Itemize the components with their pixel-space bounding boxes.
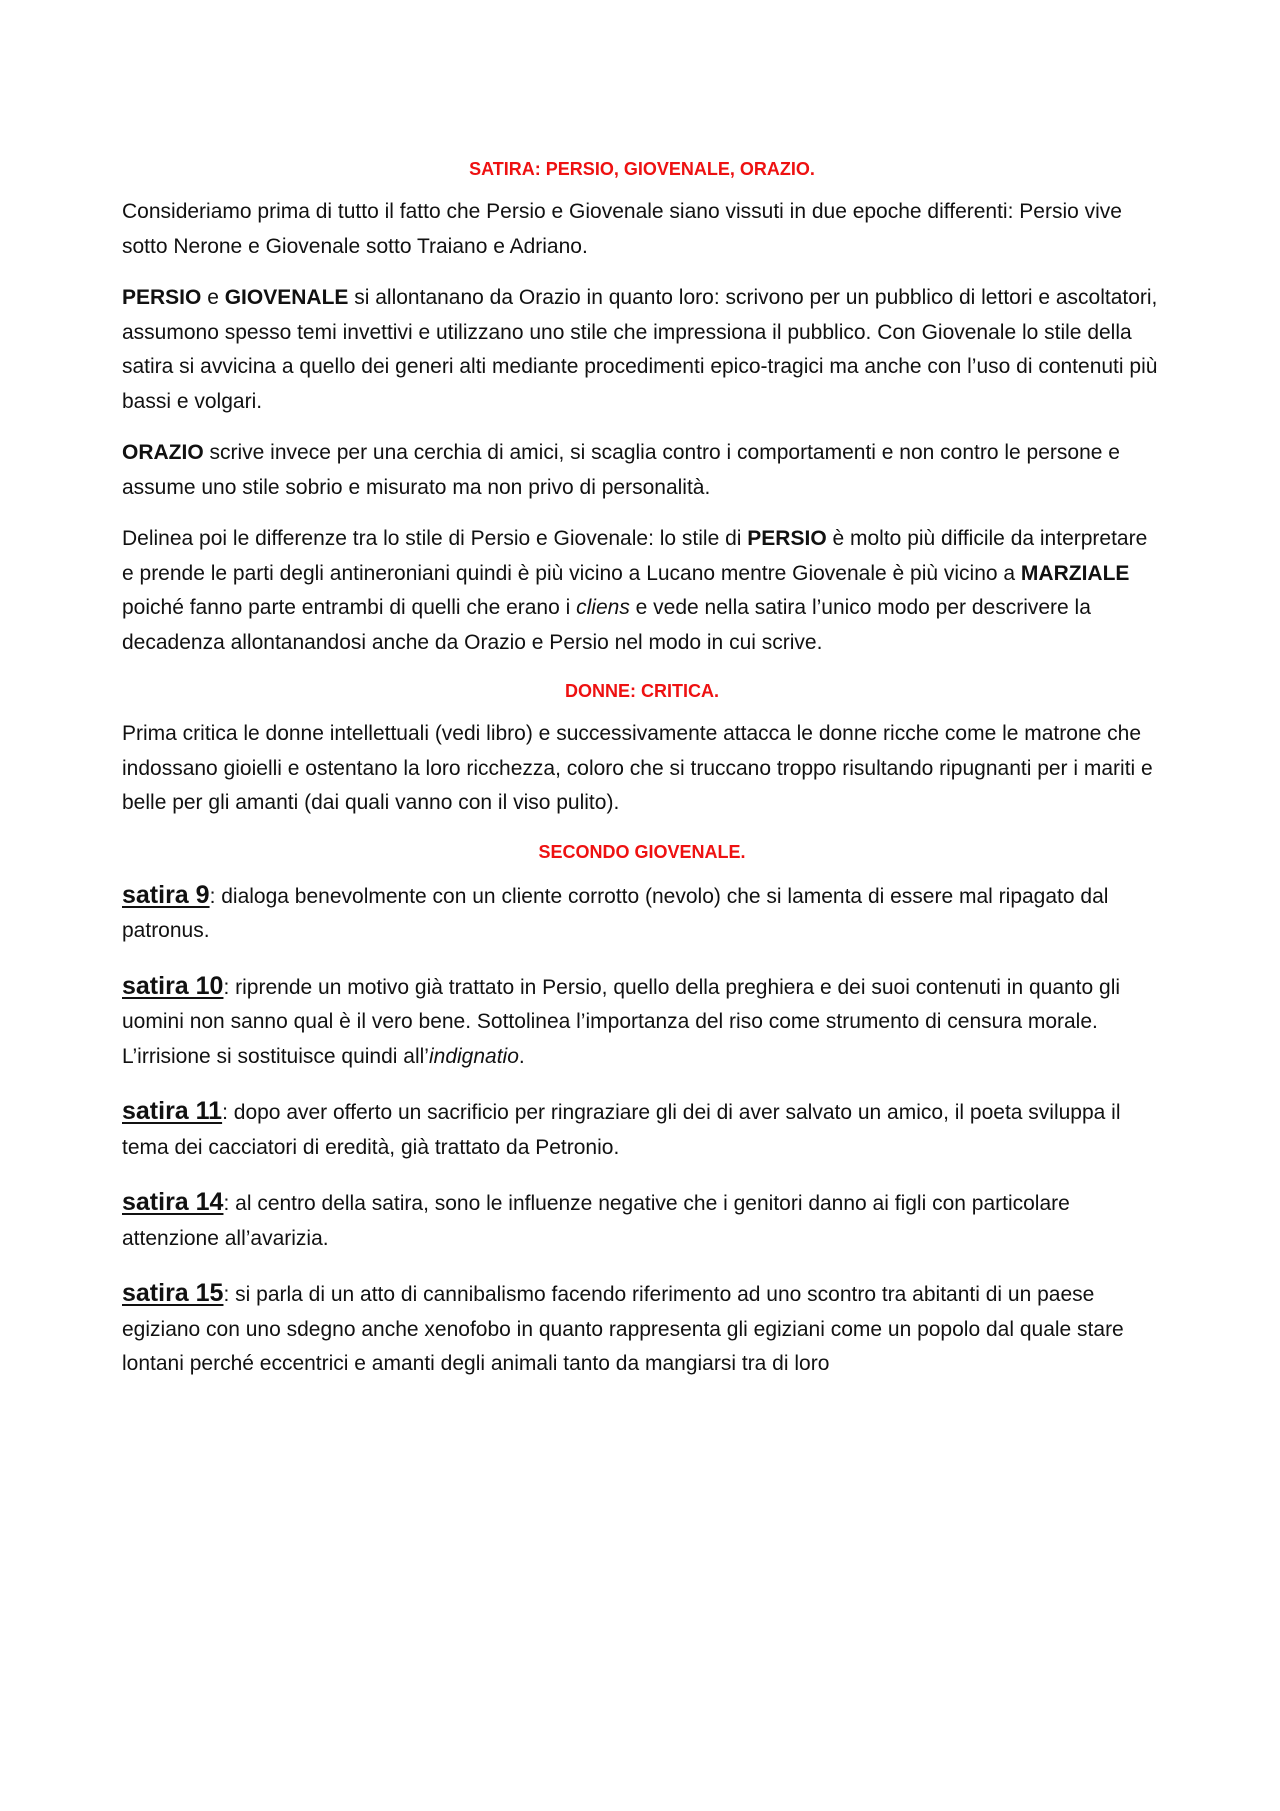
italic-cliens: cliens — [576, 596, 630, 619]
paragraph-donne: Prima critica le donne intellettuali (vedi libro) e successivamente attacca le donne ricche come le matrone che indossano gioielli e ostentano la loro ricchezza, coloro che si truccano troppo risultando ripugnanti per i mariti e belle per gli amanti (dai quali vanno con il viso pulito). — [122, 722, 1153, 814]
paragraph-satira-11 — [122, 1094, 1162, 1165]
text-span: e — [201, 286, 225, 309]
text-span: : si parla di un atto di cannibalismo facendo riferimento ad uno scontro tra abitanti di un paese egiziano con uno sdegno anche xenofobo in quanto rappresenta gli egiziani come un popolo dal quale stare lontani perché eccentrici e amanti degli animali tanto da mangiarsi tra di loro — [122, 1283, 1124, 1375]
text-span: : dialoga benevolmente con un cliente corrotto (nevolo) che si lamenta di essere mal ripagato dal patronus. — [122, 884, 1109, 942]
paragraph-persio-giovenale — [122, 281, 1162, 419]
heading-donne: DONNE: CRITICA. — [565, 681, 719, 701]
text-span: poiché fanno parte entrambi di quelli che erano i — [122, 596, 577, 619]
text-span: : riprende un motivo già trattato in Persio, quello della preghiera e dei suoi contenuti in quanto gli uomini non sanno qual è il vero bene. Sottolinea l’importanza del riso come strumento di censura morale. L’irrisione si sostituisce quindi all’ — [122, 975, 1121, 1068]
bold-orazio: ORAZIO — [122, 441, 204, 464]
document-page — [122, 155, 1162, 1402]
text-span: e vede nella satira l’unico modo per descrivere la decadenza allontanandosi anche da Orazio e Persio nel modo in cui scrive. — [122, 596, 1091, 654]
paragraph-satira-14 — [122, 1185, 1162, 1256]
paragraph-satira-9 — [122, 878, 1162, 949]
heading-secondo-giovenale: SECONDO GIOVENALE. — [538, 841, 746, 862]
satira-label: satira 11 — [122, 1097, 223, 1125]
satira-label: satira 14 — [122, 1188, 224, 1216]
satira-label: satira 10 — [122, 971, 224, 1000]
satira-label: satira 9 — [122, 880, 210, 909]
text-span: . — [518, 1044, 525, 1068]
paragraph-satira-15 — [122, 1276, 1162, 1382]
heading-satira: SATIRA: PERSIO, GIOVENALE, ORAZIO. — [469, 159, 815, 179]
bold-giovenale: GIOVENALE — [224, 286, 349, 309]
text-span: : al centro della satira, sono le influenze negative che i genitori danno ai figli con particolare attenzione all’avarizia. — [122, 1192, 1070, 1250]
paragraph-satira-10 — [122, 969, 1162, 1075]
bold-persio: PERSIO — [747, 527, 827, 550]
text-span: è molto più difficile da interpretare e prende le parti degli antineroniani quindi è più vicino a Lucano mentre Giovenale è più vicino a — [122, 527, 1148, 585]
paragraph-epoche: Consideriamo prima di tutto il fatto che Persio e Giovenale siano vissuti in due epoche differenti: Persio vive sotto Nerone e Giovenale sotto Traiano e Adriano. — [122, 200, 1122, 258]
bold-marziale: MARZIALE — [1020, 561, 1130, 585]
text-span: si allontanano da Orazio in quanto loro: scrivono per un pubblico di lettori e ascoltatori, assumono spesso temi invettivi e utilizzano uno stile che impressiona il pubblico. Con Giovenale lo stile della satira si avvicina a quello dei generi alti mediante procedimenti epico-tragici ma anche con l’uso di contenuti più bassi e volgari. — [122, 286, 1158, 413]
paragraph-orazio — [122, 436, 1162, 505]
italic-indignatio: indignatio — [428, 1044, 519, 1068]
text-span: Delinea poi le differenze tra lo stile di Persio e Giovenale: lo stile di — [122, 527, 748, 550]
satira-label: satira 15 — [122, 1279, 224, 1307]
paragraph-differenze — [122, 522, 1162, 660]
bold-persio: PERSIO — [122, 286, 202, 309]
text-span: : dopo aver offerto un sacrificio per ringraziare gli dei di aver salvato un amico, il poeta sviluppa il tema dei cacciatori di eredità, già trattato da Petronio. — [122, 1101, 1121, 1159]
text-span: scrive invece per una cerchia di amici, si scaglia contro i comportamenti e non contro le persone e assume uno stile sobrio e misurato ma non privo di personalità. — [122, 441, 1120, 499]
